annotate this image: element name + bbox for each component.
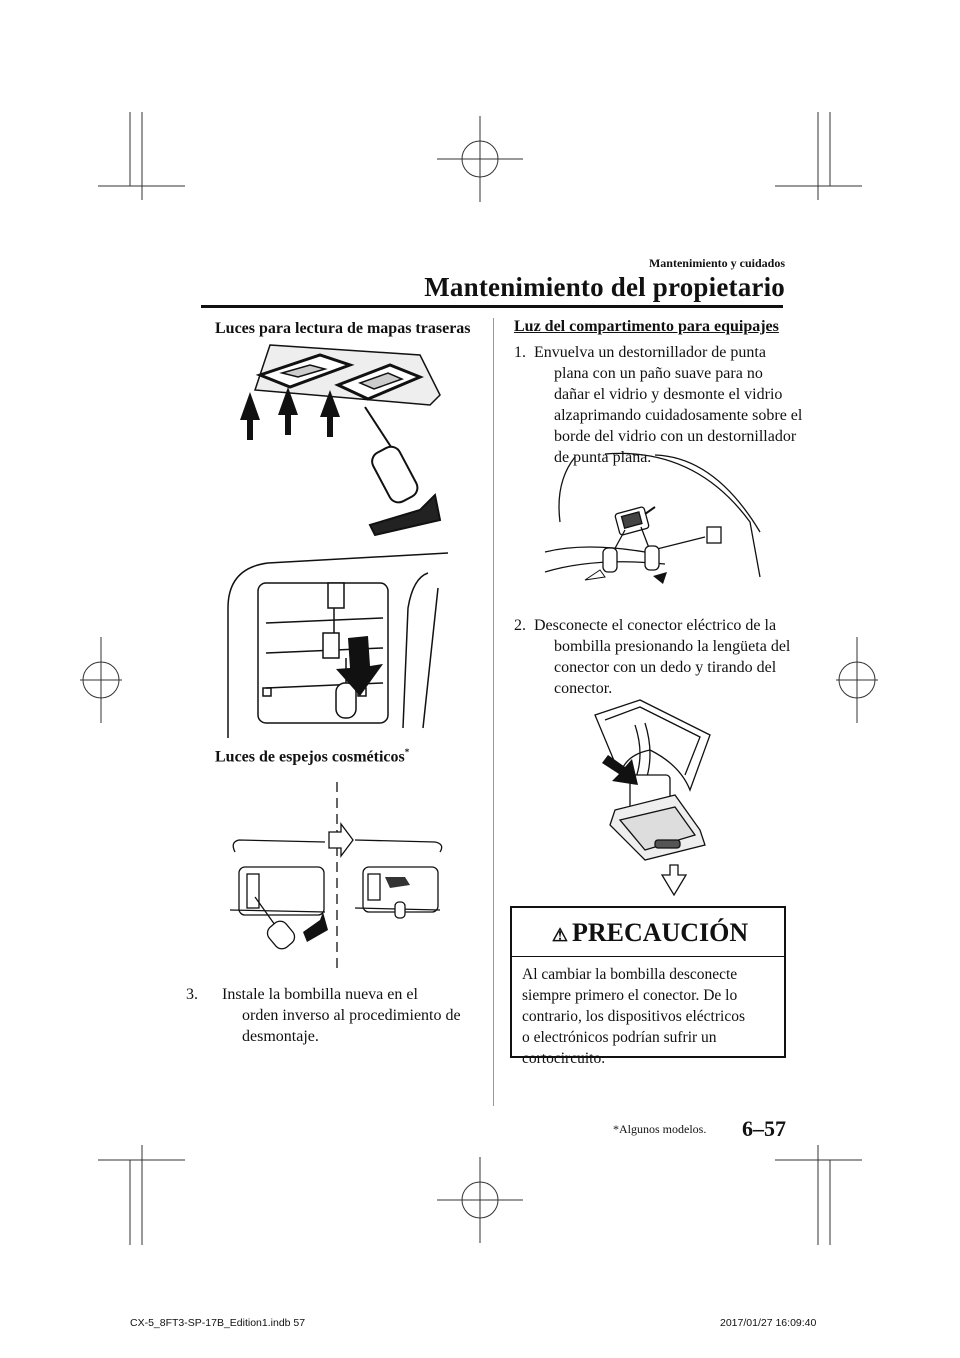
step-1-line-5: borde del vidrio con un destornillador (554, 428, 797, 445)
step-1-line-4: alzaprimando cuidadosamente sobre el (554, 407, 803, 424)
caution-rule (512, 956, 784, 957)
page-number: 6–57 (742, 1116, 786, 1141)
caution-box (510, 906, 786, 1067)
step-2-line-3: conector con un dedo y tirando del (554, 659, 777, 676)
caution-body (522, 964, 778, 1069)
caution-line-3: contrario, los dispositivos eléctricos (522, 1008, 745, 1025)
step-2-number: 2. (514, 617, 526, 634)
step-3-line-1: Instale la bombilla nueva en el (222, 986, 418, 1003)
caption-rear-map-lights: Luces para lectura de mapas traseras (215, 320, 471, 337)
step-1-line-1: Envuelva un destornillador de punta (534, 344, 766, 361)
pull-down-arrow-icon (662, 865, 686, 895)
caution-line-2: siempre primero el conector. De lo (522, 987, 738, 1004)
step-2-line-1: Desconecte el conector eléctrico de la (534, 617, 777, 634)
caution-title-text: PRECAUCIÓN (571, 918, 749, 947)
caution-line-4: o electrónicos podrían sufrir un (522, 1029, 717, 1046)
page-title: Mantenimiento del propietario (424, 272, 785, 302)
header-rule (201, 305, 783, 308)
step-1-line-2: plana con un paño suave para no (554, 365, 763, 382)
some-models-mark: * (404, 747, 410, 757)
step-1-line-6: de punta plana. (554, 449, 652, 466)
warning-triangle-icon: ⚠ (551, 924, 568, 945)
caution-title (512, 918, 788, 948)
rear-map-light-illustration (230, 335, 450, 535)
section-label: Mantenimiento y cuidados (648, 256, 785, 270)
step-2-line-4: conector. (554, 680, 613, 697)
caption-vanity-mirror-lights (215, 747, 409, 766)
step-3 (186, 984, 461, 1047)
caution-line-1: Al cambiar la bombilla desconecte (522, 966, 738, 983)
cargo-light-illustration (545, 452, 765, 587)
step-3-line-3: desmontaje. (242, 1028, 319, 1045)
connector-illustration (590, 695, 720, 905)
step-1-line-3: dañar el vidrio y desmonte el vidrio (554, 386, 783, 403)
print-timestamp: 2017/01/27 16:09:40 (720, 1317, 817, 1329)
print-file-slug: CX-5_8FT3-SP-17B_Edition1.indb 57 (130, 1317, 306, 1329)
footnote-some-models: *Algunos modelos. (613, 1122, 707, 1136)
vanity-mirror-illustration (225, 782, 455, 972)
column-divider (493, 318, 494, 1106)
section-heading-cargo-light: Luz del compartimento para equipajes (514, 318, 779, 335)
step-1-number: 1. (514, 344, 526, 361)
step-2-line-2: bombilla presionando la lengüeta del (554, 638, 791, 655)
step-1 (514, 342, 802, 468)
map-light-detail-illustration (228, 548, 448, 738)
step-3-line-2: orden inverso al procedimiento de (242, 1007, 461, 1024)
caption-mirror-text: Luces de espejos cosméticos (215, 748, 405, 766)
caution-line-5: cortocircuito. (522, 1050, 606, 1067)
step-3-number: 3. (186, 986, 198, 1003)
step-2 (514, 615, 790, 699)
